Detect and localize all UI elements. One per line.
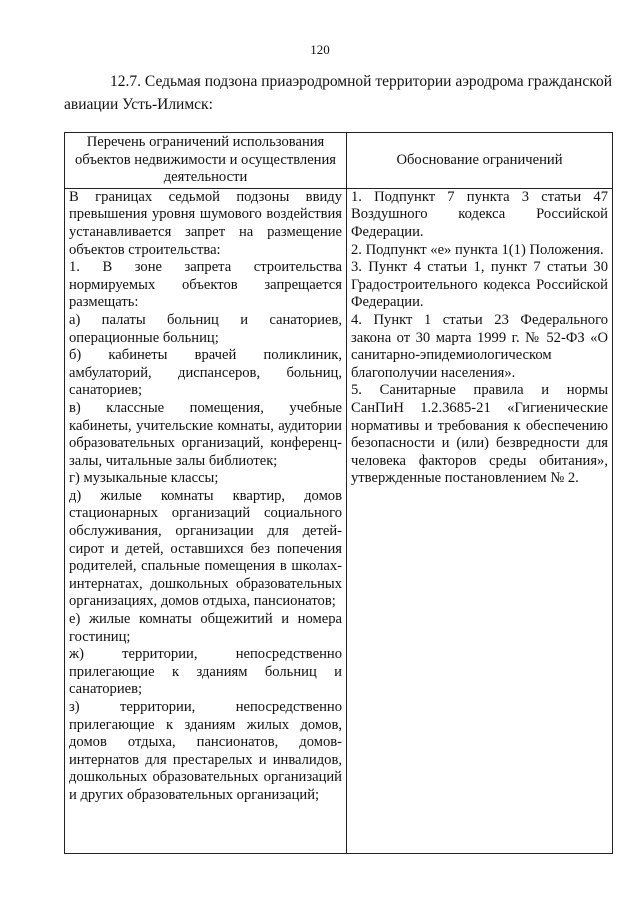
page-number: 120 — [310, 42, 330, 57]
restrictions-cell — [65, 188, 347, 853]
justification-paragraph: 3. Пункт 4 статьи 1, пункт 7 статьи 30 Градостроительного кодекса Российской Федерации. — [351, 259, 608, 311]
table-header-row — [65, 133, 613, 189]
restriction-paragraph: е) жилые комнаты общежитий и номера гостиниц; — [69, 611, 342, 645]
restriction-paragraph: 1. В зоне запрета строительства нормируемых объектов запрещается размещать: — [69, 259, 342, 311]
justification-paragraph: 2. Подпункт «е» пункта 1(1) Положения. — [351, 241, 604, 258]
header-restrictions-list: Перечень ограничений использования объектов недвижимости и осуществления деятельности — [65, 133, 347, 189]
table-body-row — [65, 188, 613, 853]
justification-paragraph: 4. Пункт 1 статьи 23 Федерального закона от 30 марта 1999 г. № 52-ФЗ «О санитарно-эпидемиологическом благополучии населения». — [351, 311, 608, 381]
restriction-paragraph: В границах седьмой подзоны ввиду превышения уровня шумового воздействия устанавливается запрет на размещение объектов строительства: — [69, 188, 342, 258]
restriction-paragraph: з) территории, непосредственно прилегающие к зданиям жилых домов, домов отдыха, пансионатов, домов-интернатов для престарелых и инвалидов, дошкольных образовательных организаций и других образовательных организаций; — [69, 699, 342, 803]
restrictions-table — [64, 132, 613, 854]
section-heading: 12.7. Седьмая подзона приаэродромной территории аэродрома гражданской авиации Усть-Илимск: — [64, 73, 612, 113]
restriction-paragraph: б) кабинеты врачей поликлиник, амбулаторий, диспансеров, больниц, санаториев; — [69, 347, 342, 399]
restriction-paragraph: а) палаты больниц и санаториев, операционные больниц; — [69, 311, 342, 346]
restriction-paragraph: ж) территории, непосредственно прилегающие к зданиям больниц и санаториев; — [69, 646, 342, 698]
restriction-paragraph: г) музыкальные классы; — [69, 470, 219, 487]
header-justification: Обоснование ограничений — [347, 133, 613, 189]
justification-cell — [347, 188, 613, 853]
justification-paragraph: 1. Подпункт 7 пункта 3 статьи 47 Воздушного кодекса Российской Федерации. — [351, 188, 608, 240]
justification-paragraph: 5. Санитарные правила и нормы СанПиН 1.2.3685-21 «Гигиенические нормативы и требования к обеспечению безопасности и (или) безвредности для человека факторов среды обитания», утвержденные постановлением № 2. — [351, 382, 608, 487]
restriction-paragraph: в) классные помещения, учебные кабинеты, учительские комнаты, аудитории образовательных организаций, конференц-залы, читальные залы библиотек; — [69, 399, 342, 469]
restriction-paragraph: д) жилые комнаты квартир, домов стационарных организаций социального обслуживания, организации для детей-сирот и детей, оставшихся без попечения родителей, спальные помещения в школах-интернатах, дошкольных образовательных организациях, домов отдыха, пансионатов; — [69, 487, 342, 610]
